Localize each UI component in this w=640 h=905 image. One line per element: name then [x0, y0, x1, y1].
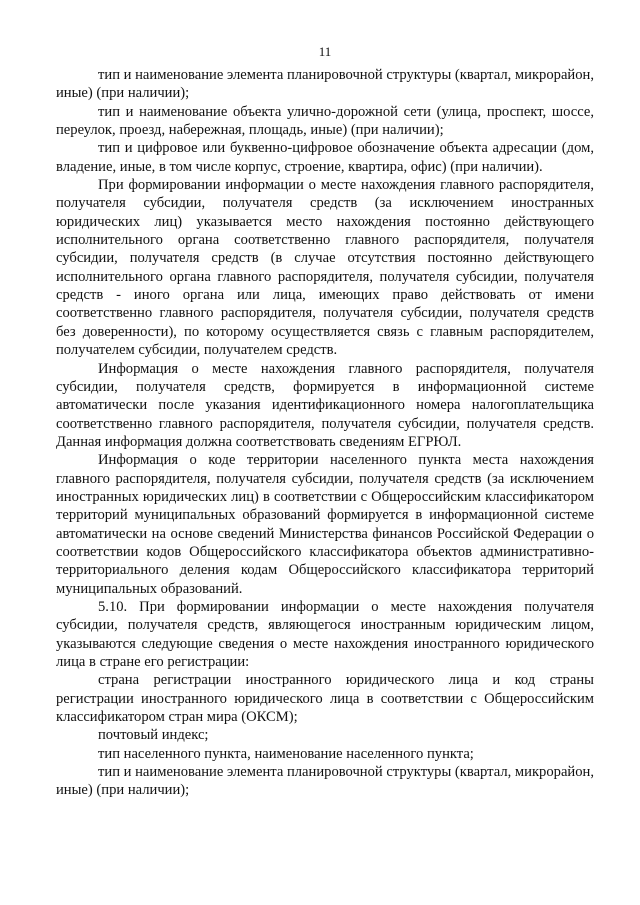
paragraph-addressing-object: тип и цифровое или буквенно-цифровое обозначение объекта адресации (дом, владение, иные, в том числе корпус, строение, квартира, офис) (при наличии).: [56, 140, 594, 175]
paragraph-postal-index: почтовый индекс;: [98, 727, 209, 744]
paragraph-registration-country: страна регистрации иностранного юридического лица и код страны регистрации иностранного юридического лица в соответствии с Общероссийским классификатором стран мира (ОКСМ);: [56, 672, 594, 726]
paragraph-auto-formation: Информация о месте нахождения главного распорядителя, получателя субсидии, получателя средств, формируется в информационной системе автоматически после указания идентификационного номера налогоплательщика соответственно главного распорядителя, получателя субсидии, получателя средств. Данная информация должна соответствовать сведениям ЕГРЮЛ.: [56, 360, 594, 450]
paragraph-location-info: При формировании информации о месте нахождения главного распорядителя, получателя субсидии, получателя средств (за исключением иностранных юридических лиц) указывается место нахождения постоянно действующего исполнительного органа соответственно главного распорядителя, получателя субсидии, получателя средств (в случае отсутствия постоянно действующего исполнительного органа главного распорядителя, получателя субсидии, получателя средств - иного органа или лица, имеющих право действовать от имени соответственно главного распорядителя, получателя субсидии, получателя средств без доверенности), по которому осуществляется связь с главным распорядителем, получателем субсидии, получателем средств.: [56, 177, 594, 359]
paragraph-territory-code: Информация о коде территории населенного пункта места нахождения главного распорядителя, получателя субсидии, получателя средств (за исключением иностранных юридических лиц) в соответствии с Общероссийским классификатором территорий муниципальных образований формируется в информационной системе автоматически на основе сведений Министерства финансов Российской Федерации о соответствии кодов Общероссийского классификатора объектов административно-территориального деления кодам Общероссийского классификатора территорий муниципальных образований.: [56, 452, 594, 597]
paragraph-planning-element-2: тип и наименование элемента планировочной структуры (квартал, микрорайон, иные) (при наличии);: [56, 764, 594, 799]
page-number: 11: [318, 44, 332, 59]
paragraph-section-5-10: 5.10. При формировании информации о месте нахождения получателя субсидии, получателя средств, являющегося иностранным юридическим лицом, указываются следующие сведения о месте нахождения иностранного юридического лица в стране его регистрации:: [56, 598, 594, 670]
paragraph-settlement: тип населенного пункта, наименование населенного пункта;: [98, 745, 474, 762]
paragraph-planning-element: тип и наименование элемента планировочной структуры (квартал, микрорайон, иные) (при наличии);: [56, 67, 594, 102]
paragraph-street-network: тип и наименование объекта улично-дорожной сети (улица, проспект, шоссе, переулок, проезд, набережная, площадь, иные) (при наличии);: [56, 103, 594, 139]
